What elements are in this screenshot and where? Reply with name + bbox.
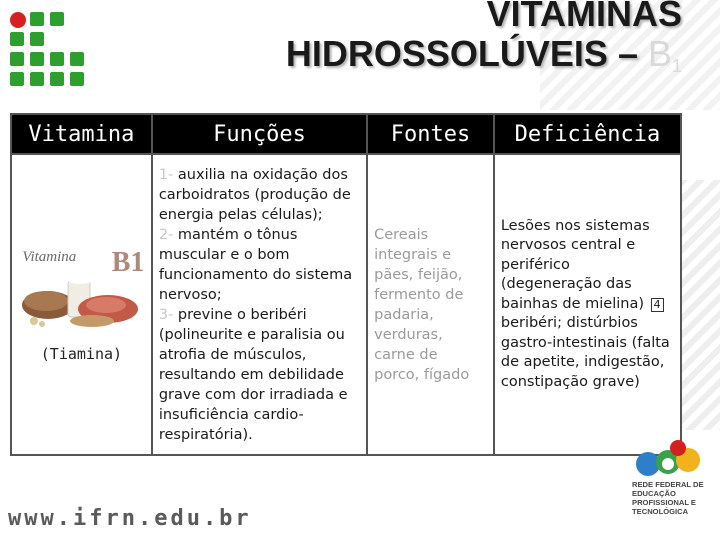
header-vitamina: Vitamina xyxy=(11,114,152,154)
rede-federal-emblem xyxy=(632,438,704,482)
function-item: 2- mantém o tônus muscular e o bom funcionamento do sistema nervoso; xyxy=(158,226,353,303)
deficiency-cell xyxy=(494,154,681,455)
function-item: 3- previne o beribéri (polineurite e paralisia ou atrofia de músculos, resultando em debilidade grave com dor irradiada e insuficiência cardio-respiratória). xyxy=(158,306,348,443)
header-funcoes: Funções xyxy=(152,114,367,154)
ifrn-logo xyxy=(10,12,82,84)
table-header-row xyxy=(11,114,681,154)
vitamin-b1-food-image xyxy=(18,247,144,331)
title-subscript: 1 xyxy=(671,56,682,76)
deficiency-marker-icon: 4 xyxy=(651,298,664,312)
side-stripe-decoration xyxy=(680,180,720,430)
function-item: 1- auxilia na oxidação dos carboidratos (produção de energia pelas células); xyxy=(158,166,351,223)
deficiency-text-2: beribéri; distúrbios gastro-intestinais (falta de apetite, indigestão, constipação grave) xyxy=(500,315,670,390)
title-line-2: HIDROSSOLÚVEIS – B1 xyxy=(285,33,682,76)
rede-federal-text: REDE FEDERAL DE EDUCAÇÃO PROFISSIONAL E TECNOLÓGICA xyxy=(632,480,704,516)
food-image-badge: B1 xyxy=(111,246,145,278)
vitamin-table xyxy=(10,113,682,456)
footer-url: www.ifrn.edu.br xyxy=(8,506,252,531)
header-deficiencia: Deficiência xyxy=(494,114,681,154)
sources-cell: Cereais integrais e pães, feijão, fermento de padaria, verduras, carne de porco, fígado xyxy=(367,154,494,455)
title-b-letter: B xyxy=(647,33,672,74)
logo-red-dot xyxy=(10,12,26,28)
page-title xyxy=(286,0,682,86)
header-fontes: Fontes xyxy=(367,114,494,154)
vitamin-name: (Tiamina) xyxy=(40,344,123,363)
vitamin-cell xyxy=(11,154,152,455)
functions-cell xyxy=(152,154,367,455)
food-image-label: Vitamina xyxy=(22,248,77,265)
title-line-1: VITAMINAS xyxy=(486,0,682,34)
deficiency-text-1: Lesões nos sistemas nervosos central e periférico (degeneração das bainhas de mielina) xyxy=(500,217,650,312)
table-row xyxy=(11,154,681,455)
rede-federal-logo xyxy=(632,438,704,538)
